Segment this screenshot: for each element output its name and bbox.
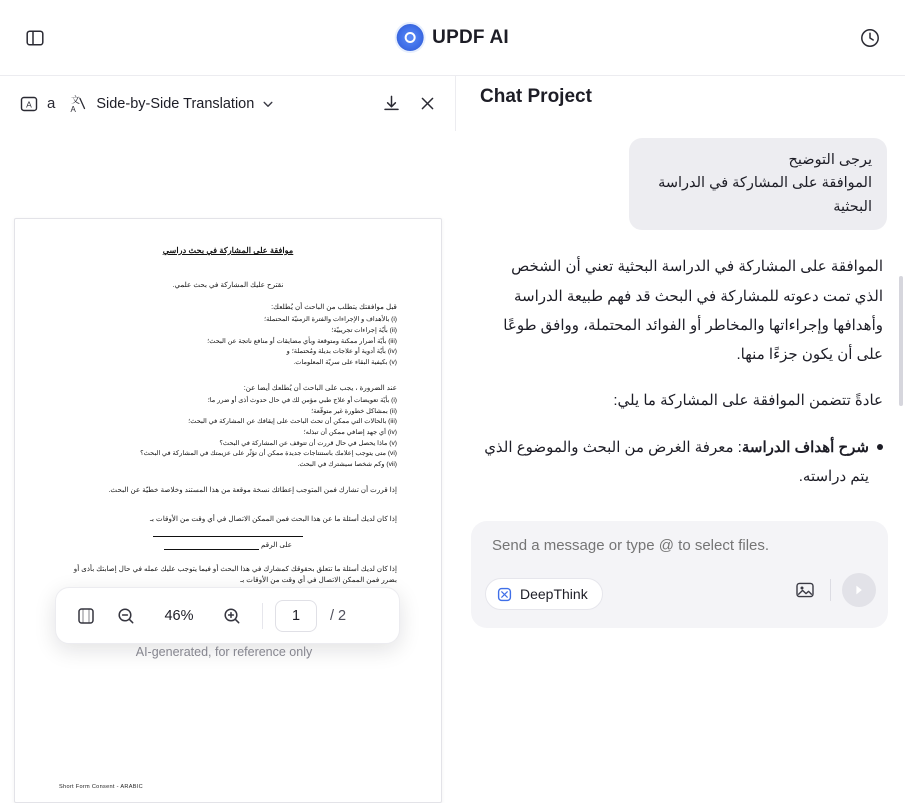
updf-logo-icon [396,24,423,51]
list-item: (iii) بأيّة أضرار ممكنة ومتوقعة وبأي مضايقات أو منافع ناتجة عن البحث؛ [207,337,397,345]
paragraph-4-suffix: على الرقم [260,540,293,549]
paragraph-5-text: إذا كان لديك أسئلة ما تتعلق بحقوقك كمشارك في هذا البحث أو فيما يتوجب عليك عمله في حال إصابتك بأذى أو بضرر فمن الممكن الاتصال في أي وقت من الأوقات بـ [73,564,397,585]
document-footer: Short Form Consent - ARABIC [59,784,143,790]
zoom-out-button[interactable] [108,598,144,634]
brand [396,24,509,51]
list-item: (vi) متى يتوجب إعلامك باستنتاجات جديدة ممكن أن تؤثّر على عزيمتك في المشاركة في البحث؟ [140,450,397,458]
toolbar-divider [262,603,263,629]
document-pane [0,76,456,790]
history-clock-icon [859,27,881,49]
page-zoom-toolbar [55,587,400,644]
message-composer [471,521,888,628]
user-message-line: الموافقة على المشاركة في الدراسة البحثية [658,175,872,215]
user-message-bubble [629,138,887,230]
chat-project-title: Chat Project [480,86,592,107]
list-item: (ii) بمشاكل خطورة غير متوقّعة؛ [311,407,397,415]
document-paragraph-4 [59,513,397,550]
chat-messages-area[interactable] [457,124,905,514]
assistant-paragraph: الموافقة على المشاركة في الدراسة البحثية تعني أن الشخص الذي تمت دعوته للمشاركة في البحث قد فهم طبيعة الدراسة وأهدافها وإجراءاتها والمخاطر أو الفوائد المحتملة، ووافق طوعًا على أن يكون جزءًا منها. [503,258,883,364]
bullet-dot-icon [877,444,883,450]
image-attach-icon [794,579,816,601]
composer-actions [791,573,876,607]
download-button[interactable] [376,89,406,119]
language-source-icon [19,94,39,114]
list-item: (i) بأيّة تعويضات أو علاج طبي مؤمن لك في حال حدوث أذى أو ضرر ما؛ [207,396,397,404]
paragraph-4-text: إذا كان لديك أسئلة ما عن هذا البحث فمن الممكن الاتصال في أي وقت من الأوقات بـ [149,513,397,523]
document-section-1 [59,301,397,369]
close-icon [417,93,438,114]
fit-page-icon [76,606,96,626]
top-bar [0,0,905,76]
document-toolbar [0,76,456,131]
document-page [14,218,442,803]
list-item: (iii) بالحالات التي ممكن أن تحث الباحث على إيقافك عن المشاركة في البحث؛ [188,418,397,426]
list-item: (iv) بأيّة أدوية أو علاجات بديلة ومُحتملة؛ و [286,348,397,356]
assistant-bullet-title: شرح أهداف الدراسة [741,438,869,456]
zoom-out-icon [116,606,136,626]
list-item: (v) ماذا يحصل في حال قررت أن تتوقف عن المشاركة في البحث؟ [219,439,397,447]
source-language-button[interactable] [14,89,44,119]
document-title: موافقة على المشاركة في بحث دراسي [162,246,294,255]
list-item: (iv) أي جهد إضافي ممكن أن تبذله؛ [303,428,397,436]
translation-mode-label: Side-by-Side Translation [96,95,255,112]
composer-divider [830,579,831,601]
section2-heading: عند الضرورة ، يجب على الباحث أن يُطلعك أيضا عن: [243,382,397,392]
list-item: (v) بكيفية البقاء على سريّة المعلومات. [293,359,397,366]
deepthink-icon [496,586,513,603]
zoom-level-value[interactable]: 46% [164,607,194,624]
close-panel-button[interactable] [412,89,442,119]
translation-mode-select[interactable] [92,88,283,120]
svg-text:文: 文 [70,95,80,105]
svg-text:A: A [70,105,76,114]
list-item: (i) بالأهداف و الإجراءات والفترة الزمنيّة المحتملة؛ [263,316,397,324]
toolbar-right-group [376,89,442,119]
deepthink-toggle[interactable] [485,578,603,610]
page-total-label: / 2 [330,607,347,624]
document-section-2 [59,382,397,471]
assistant-bullet-item [481,433,883,492]
user-message-line: يرجى التوضيح [788,152,872,168]
assistant-message [477,252,887,491]
brand-title: UPDF AI [432,26,509,48]
send-message-button[interactable] [842,573,876,607]
history-button[interactable] [855,23,885,53]
ai-disclaimer: AI-generated, for reference only [135,645,313,659]
section2-list [59,396,397,471]
sidebar-toggle-button[interactable] [20,23,50,53]
assistant-lead-in: عادةً تتضمن الموافقة على المشاركة ما يلي: [613,392,883,410]
deepthink-label: DeepThink [520,586,588,602]
assistant-bullet-text: : معرفة الغرض من البحث والموضوع الذي يتم دراسته. [484,438,869,485]
page-number-input[interactable] [275,600,317,632]
source-language-label: a [47,95,56,112]
chat-scrollbar[interactable] [899,276,903,406]
target-language-button[interactable] [62,89,92,119]
document-paragraph-3: إذا قررت أن تشارك فمن المتوجب إعطائك نسخة موقعة من هذا المستند وخلاصة خطيّة عن البحث. [108,484,397,494]
section1-list [59,315,397,368]
svg-text:A: A [26,98,32,109]
fit-page-button[interactable] [68,598,104,634]
blank-line [153,530,303,537]
list-item: (vii) وكم شخصا سيشترك في البحث. [297,460,397,468]
zoom-in-icon [222,606,242,626]
send-arrow-icon [852,583,866,597]
attach-image-button[interactable] [791,576,819,604]
document-intro: نقترح عليك المشاركة في بحث علمي. [172,280,284,289]
blank-line [164,543,259,550]
message-input[interactable] [490,536,870,555]
download-icon [381,93,402,114]
panel-toggle-icon [25,28,45,48]
zoom-in-button[interactable] [214,598,250,634]
chevron-down-icon [261,97,275,111]
section1-heading: قبل موافقتك يتطلب من الباحث أن يُطلعك: [271,302,397,312]
list-item: (ii) بأيّة إجراءات تجريبيّة؛ [331,326,397,334]
language-target-icon [67,93,88,114]
